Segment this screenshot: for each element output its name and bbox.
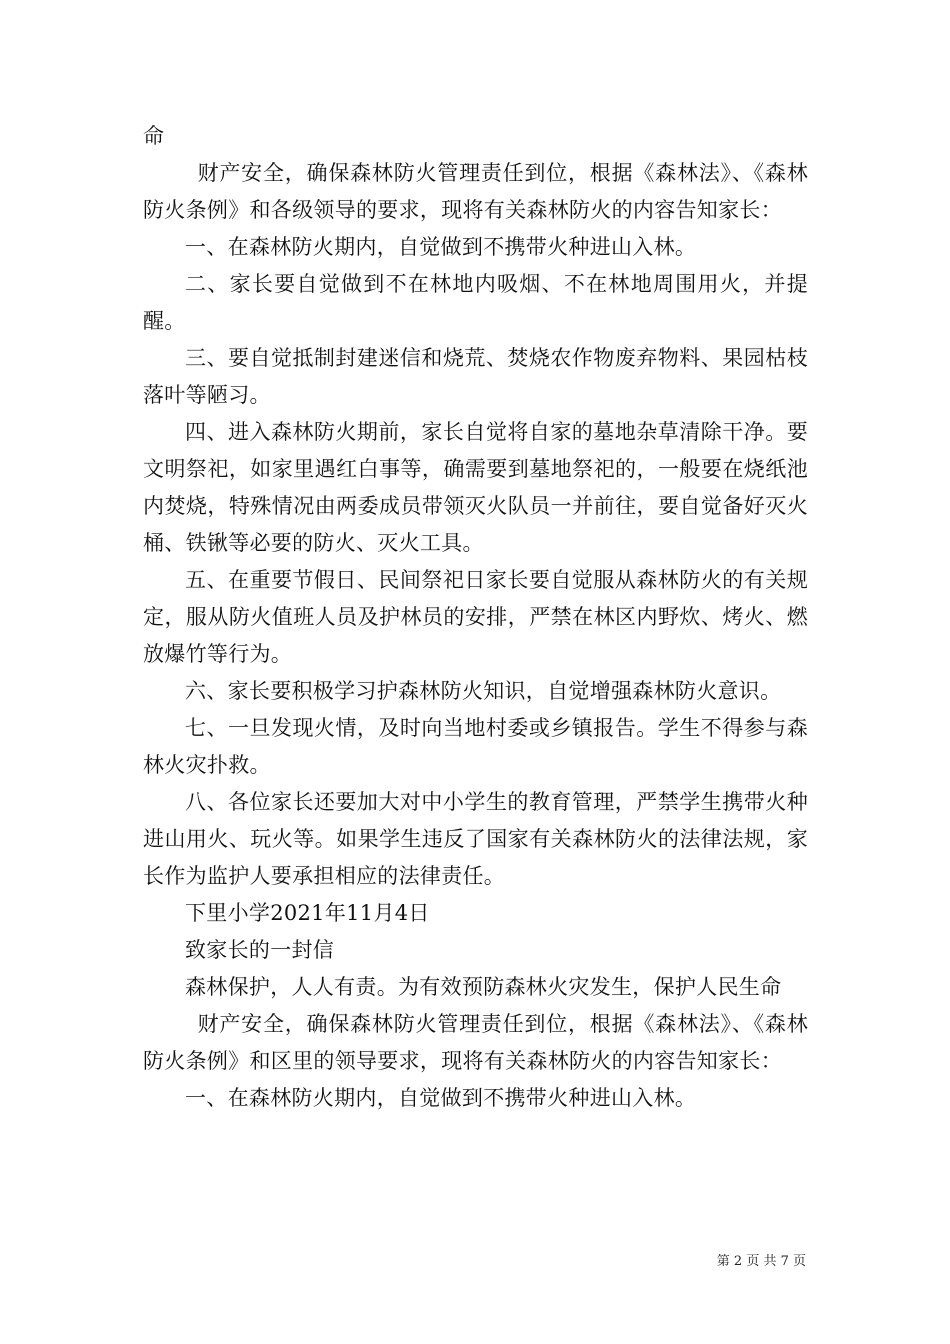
page-number: 第 2 页 共 7 页	[716, 1254, 806, 1269]
paragraph: 财产安全，确保森林防火管理责任到位，根据《森林法》、《森林防火条例》和各级领导的要求，现将有关森林防火的内容告知家长：	[143, 161, 808, 222]
letter-title: 致家长的一封信	[185, 938, 335, 962]
document-body	[143, 118, 808, 1117]
paragraph: 森林保护，人人有责。为有效预防森林火灾发生，保护人民生命	[185, 975, 782, 999]
paragraph: 一、在森林防火期内，自觉做到不携带火种进山入林。	[185, 235, 697, 259]
paragraph: 一、在森林防火期内，自觉做到不携带火种进山入林。	[185, 1086, 697, 1110]
paragraph: 命	[143, 124, 165, 148]
paragraph: 财产安全，确保森林防火管理责任到位，根据《森林法》、《森林防火条例》和区里的领导要求，现将有关森林防火的内容告知家长：	[143, 1012, 808, 1073]
paragraph: 三、要自觉抵制封建迷信和烧荒、焚烧农作物废弃物料、果园枯枝落叶等陋习。	[143, 346, 808, 407]
paragraph: 七、一旦发现火情，及时向当地村委或乡镇报告。学生不得参与森林火灾扑救。	[143, 716, 808, 777]
paragraph: 八、各位家长还要加大对中小学生的教育管理，严禁学生携带火种进山用火、玩火等。如果学生违反了国家有关森林防火的法律法规，家长作为监护人要承担相应的法律责任。	[143, 790, 808, 888]
signature-date: 下里小学2021年11月4日	[185, 901, 430, 925]
paragraph: 五、在重要节假日、民间祭祀日家长要自觉服从森林防火的有关规定，服从防火值班人员及护林员的安排，严禁在林区内野炊、烤火、燃放爆竹等行为。	[143, 568, 808, 666]
paragraph: 六、家长要积极学习护森林防火知识，自觉增强森林防火意识。	[185, 679, 782, 703]
paragraph: 二、家长要自觉做到不在林地内吸烟、不在林地周围用火，并提醒。	[143, 272, 808, 333]
paragraph: 四、进入森林防火期前，家长自觉将自家的墓地杂草清除干净。要文明祭祀，如家里遇红白事等，确需要到墓地祭祀的，一般要在烧纸池内焚烧，特殊情况由两委成员带领灭火队员一并前往，要自觉备好灭火桶、铁锹等必要的防火、灭火工具。	[143, 420, 808, 555]
